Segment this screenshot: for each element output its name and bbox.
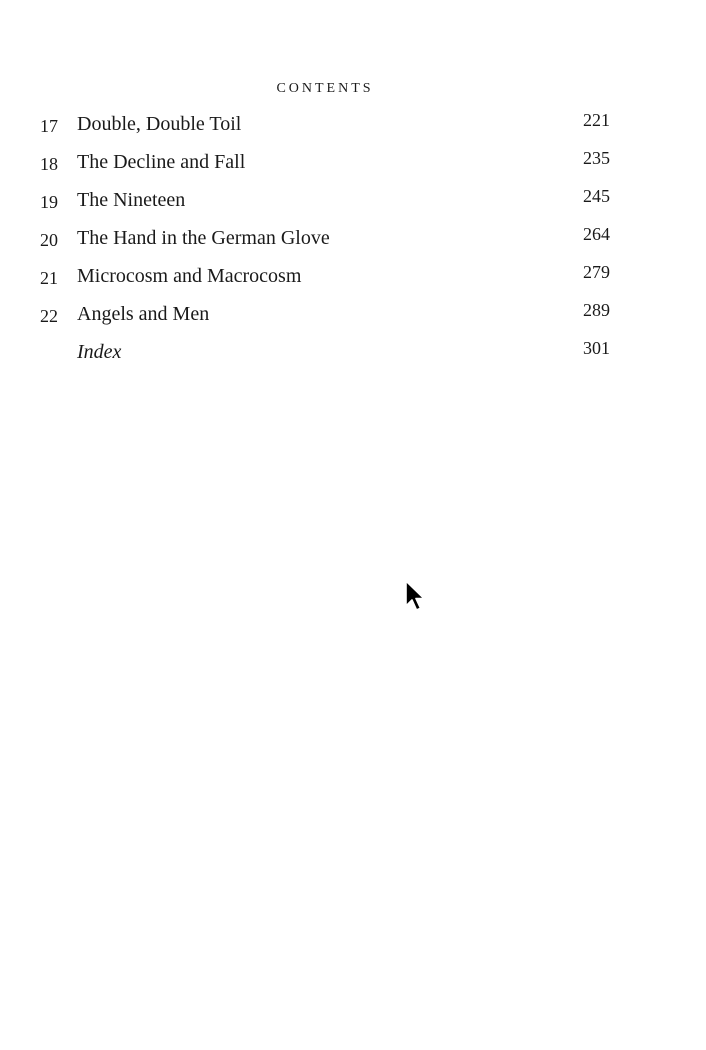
chapter-title: The Decline and Fall	[77, 151, 246, 173]
toc-entry	[0, 300, 706, 338]
page-number: 279	[583, 262, 610, 282]
chapter-number: 18	[40, 154, 58, 174]
page-number: 221	[583, 110, 610, 130]
page-number: 264	[583, 224, 610, 244]
toc-entry	[0, 110, 706, 148]
chapter-title: Angels and Men	[77, 303, 210, 325]
page-number: 235	[583, 148, 610, 168]
index-title: Index	[77, 341, 122, 363]
page-number: 301	[583, 338, 610, 358]
toc-entry	[0, 148, 706, 186]
toc-entry	[0, 186, 706, 224]
chapter-number: 20	[40, 230, 58, 250]
mouse-pointer-icon	[404, 580, 426, 614]
chapter-number: 22	[40, 306, 58, 326]
chapter-title: Double, Double Toil	[77, 113, 242, 135]
chapter-number: 21	[40, 268, 58, 288]
table-of-contents	[0, 110, 706, 376]
contents-heading: CONTENTS	[276, 81, 374, 96]
chapter-title: Microcosm and Macrocosm	[77, 265, 302, 287]
chapter-number: 19	[40, 192, 58, 212]
toc-entry	[0, 262, 706, 300]
toc-entry	[0, 224, 706, 262]
toc-entry-index	[0, 338, 706, 376]
chapter-title: The Nineteen	[77, 189, 186, 211]
page-number: 289	[583, 300, 610, 320]
chapter-title: The Hand in the German Glove	[77, 227, 330, 249]
chapter-number: 17	[40, 116, 58, 136]
page-number: 245	[583, 186, 610, 206]
